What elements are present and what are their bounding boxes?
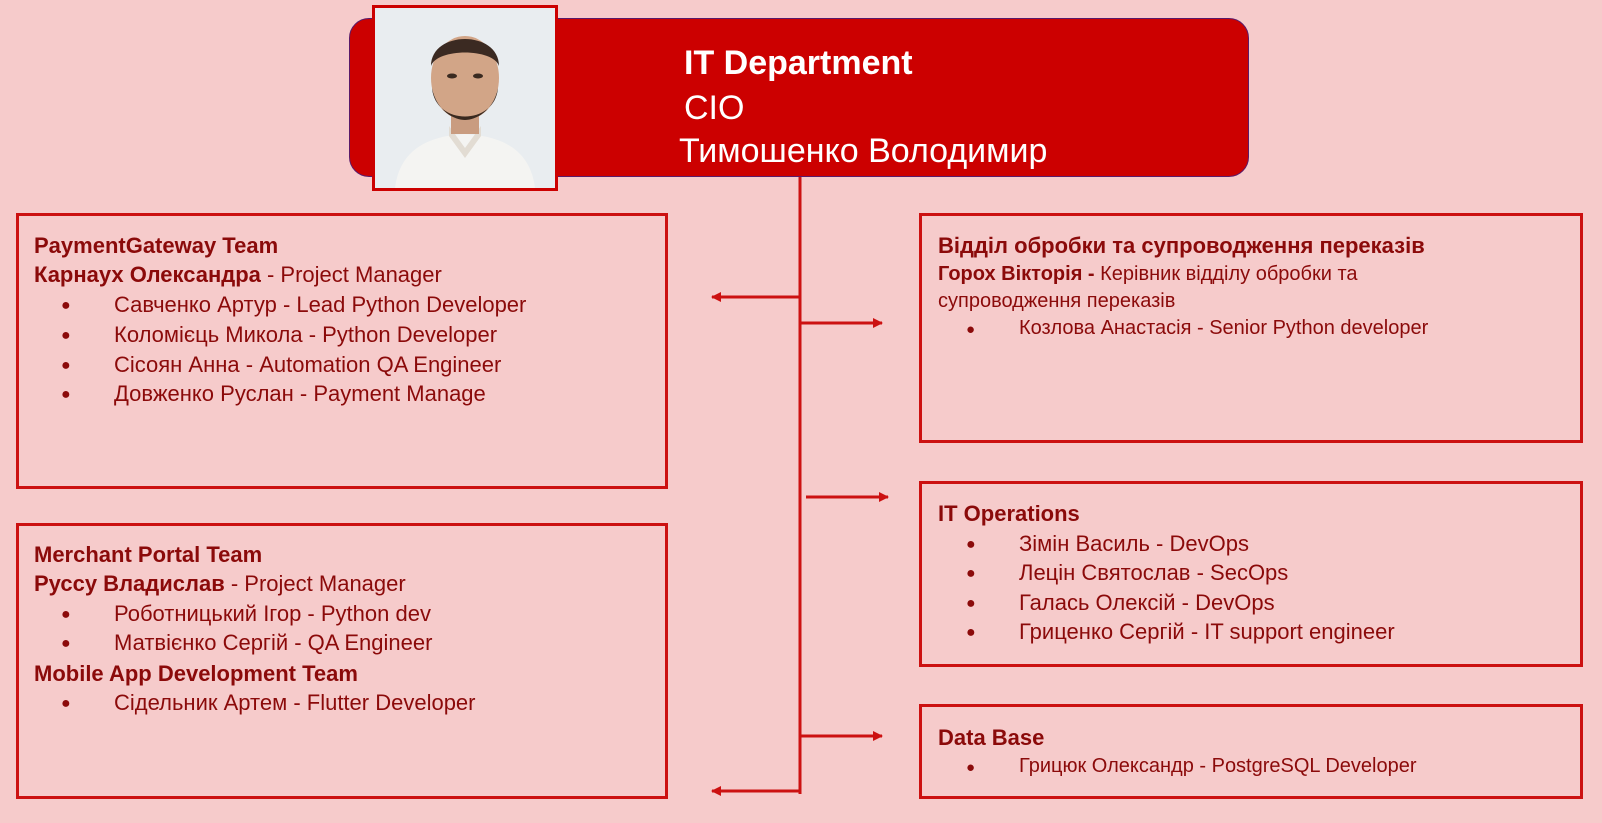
- mobile-team-title: Mobile App Development Team: [34, 661, 358, 686]
- itops-title: IT Operations: [938, 501, 1080, 526]
- merchant-team-title: Merchant Portal Team: [34, 542, 263, 567]
- payment-member: Коломієць Микола - Python Developer: [114, 322, 498, 347]
- transfers-member: Козлова Анастасія - Senior Python developer: [1019, 317, 1429, 339]
- payment-member: Сісоян Анна - Automation QA Engineer: [114, 352, 502, 377]
- merchant-member: Роботницький Ігор - Python dev: [114, 601, 431, 626]
- person-photo-icon: [375, 8, 555, 188]
- bullet-icon: ●: [966, 595, 976, 612]
- merchant-member: Матвієнко Сергій - QA Engineer: [114, 630, 433, 655]
- transfers-title: Відділ обробки та супроводження переказів: [938, 233, 1425, 258]
- merchant-lead: [34, 573, 406, 595]
- merchant-lead-name: Руссу Владислав: [34, 571, 225, 596]
- department-title: IT Department: [684, 44, 913, 82]
- mobile-member: Сідельник Артем - Flutter Developer: [114, 690, 476, 715]
- transfers-lead-name: Горох Вікторія -: [938, 263, 1095, 285]
- bullet-icon: ●: [966, 321, 976, 338]
- transfers-lead: [938, 264, 1358, 284]
- bullet-icon: ●: [61, 635, 71, 652]
- database-member: Грицюк Олександр - PostgreSQL Developer: [1019, 755, 1417, 777]
- bullet-icon: ●: [61, 695, 71, 712]
- payment-member: Довженко Руслан - Payment Manage: [114, 381, 486, 406]
- itops-member: Лецін Святослав - SecOps: [1019, 560, 1289, 585]
- bullet-icon: ●: [966, 759, 976, 776]
- transfers-lead-role: Керівник відділу обробки та: [1094, 263, 1358, 285]
- cio-name: Тимошенко Володимир: [679, 132, 1048, 170]
- merchant-lead-role: - Project Manager: [224, 571, 406, 596]
- transfers-lead-role-continued: супроводження переказів: [938, 290, 1176, 312]
- cio-photo: [372, 5, 558, 191]
- payment-lead-name: Карнаух Олександра: [34, 262, 261, 287]
- bullet-icon: ●: [61, 327, 71, 344]
- database-box: [919, 704, 1583, 799]
- database-title: Data Base: [938, 725, 1045, 750]
- bullet-icon: ●: [61, 606, 71, 623]
- itops-member: Гриценко Сергій - IT support engineer: [1019, 619, 1395, 644]
- cio-role: CIO: [684, 89, 745, 127]
- payment-lead-role: - Project Manager: [260, 262, 442, 287]
- bullet-icon: ●: [966, 565, 976, 582]
- bullet-icon: ●: [61, 357, 71, 374]
- itops-member: Зімін Василь - DevOps: [1019, 531, 1249, 556]
- payment-team-title: PaymentGateway Team: [34, 233, 279, 258]
- bullet-icon: ●: [61, 297, 71, 314]
- payment-lead: [34, 264, 442, 286]
- itops-member: Галась Олексій - DevOps: [1019, 590, 1275, 615]
- bullet-icon: ●: [61, 386, 71, 403]
- bullet-icon: ●: [966, 536, 976, 553]
- bullet-icon: ●: [966, 624, 976, 641]
- payment-member: Савченко Артур - Lead Python Developer: [114, 292, 527, 317]
